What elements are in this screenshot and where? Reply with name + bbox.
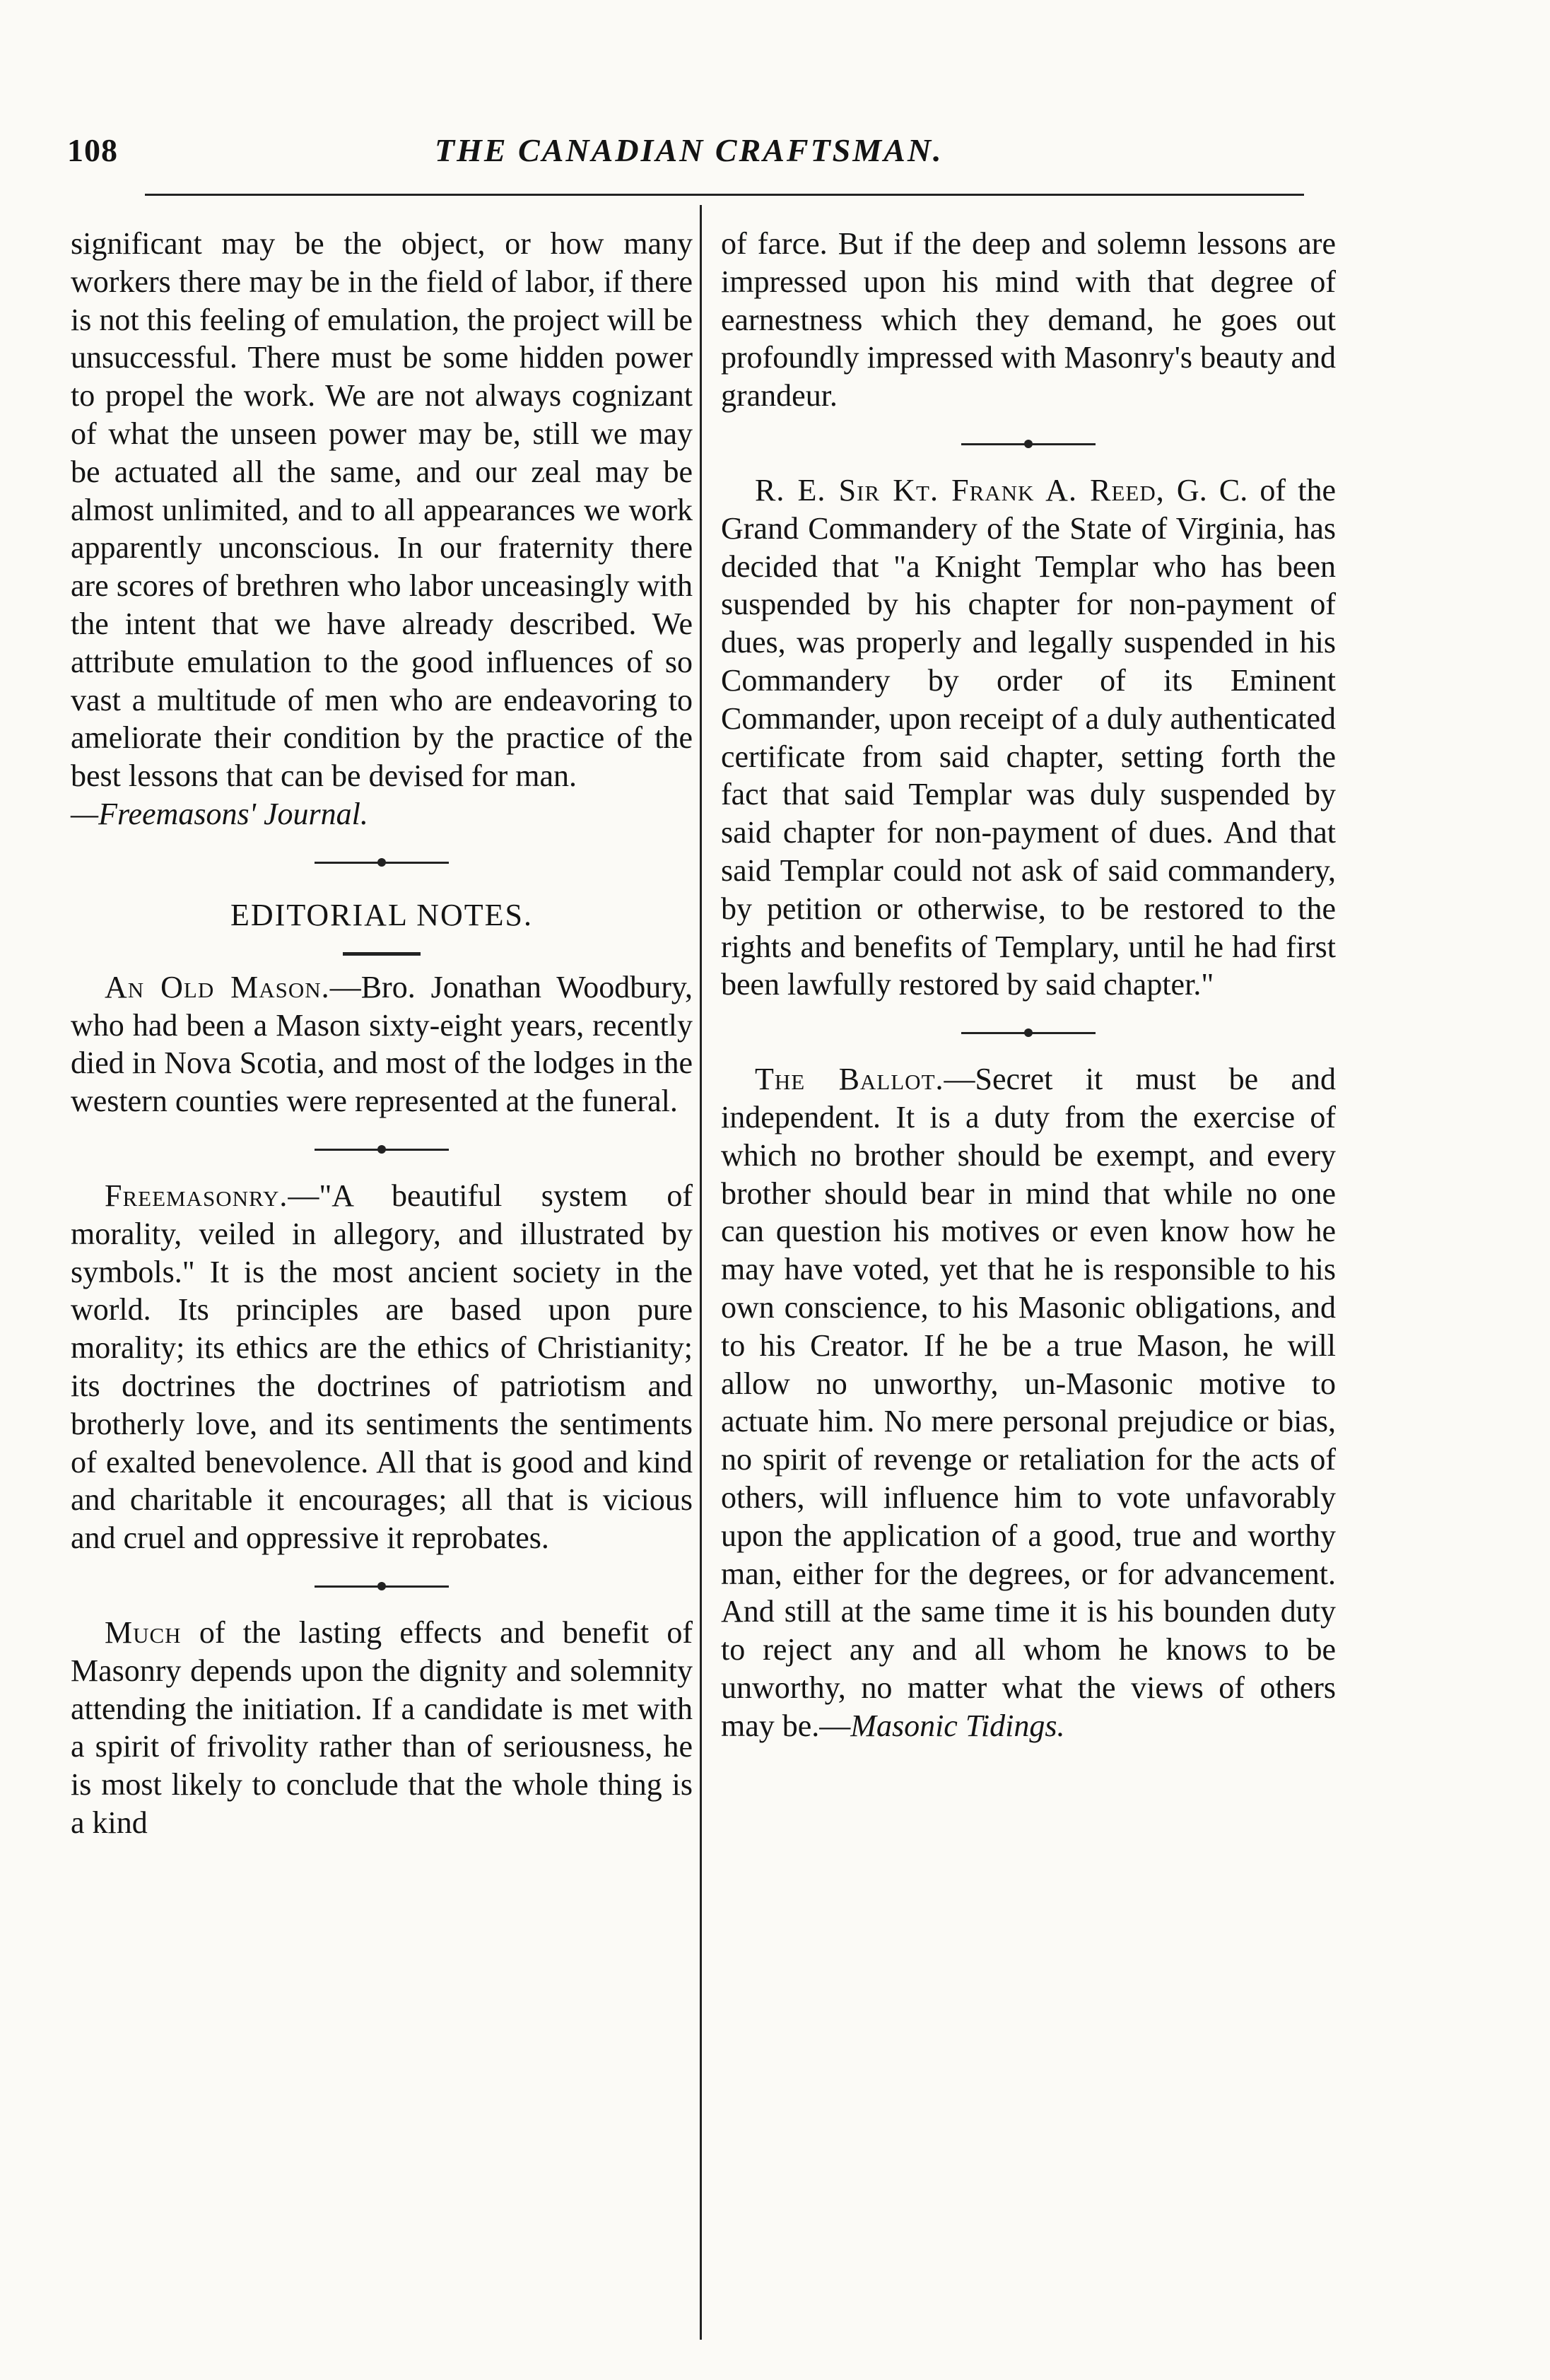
freemasons-journal-attribution: —Freemasons' Journal. [71,796,368,831]
column-rule [700,205,702,2340]
divider-ornament [1024,440,1033,448]
ballot-lead: The Ballot. [755,1062,944,1097]
initiation-continued-text: of farce. But if the deep and solemn lessons are impressed upon his mind with that degree of earnestness which they demand, he goes out profoundly impressed with Masonry's beauty and grandeur. [721,226,1336,414]
freemasonry-text: —"A beautiful system of morality, veiled in allegory, and illustrated by symbols." It is the most ancient society in the world. Its principles are based upon pure morality; its ethics are the ethics of Christianity; its doctrines the doctrines of patriotism and brotherly love, and its sentiments the sentiments of exalted benevolence. All that is good and kind and charitable it encourages; all that is vicious and cruel and oppressive it reprobates. [71,1178,693,1556]
note-divider [721,415,1336,471]
left-column [71,225,693,1842]
continued-article [71,225,693,795]
header-rule [145,194,1304,196]
divider-ornament [377,1145,386,1154]
reed-text: G. C. of the Grand Commandery of the State of Virginia, has decided that "a Knight Templar who has been suspended by his chapter for non-payment of dues, was properly and legally suspended in his Commandery by order of its Eminent Commander, upon receipt of a duly authenticated certificate from said chapter, setting forth the fact that said Templar was duly suspended by said chapter for non-payment of dues. And that said Templar could not ask of said commandery, by petition or otherwise, to be restored to the rights and benefits of Templary, until he had first been lawfully restored by said chapter." [721,472,1336,1002]
section-divider [71,833,693,890]
continued-article-text: significant may be the object, or how many workers there may be in the field of labor, if there is not this feeling of emulation, the project will be unsuccessful. There must be some hidden power to propel the work. We are not always cognizant of what the unseen power may be, still we may be actuated all the same, and our zeal may be almost unlimited, and to all appearances we work apparently unconscious. In our fraternity there are scores of brethren who labor unceasingly with the intent that we have already described. We attribute emulation to the good influences of so vast a multitude of men who are endeavoring to ameliorate their condition by the practice of the best lessons that can be devised for man. [71,226,693,794]
divider-ornament [377,1582,386,1590]
right-column [721,225,1336,1745]
note-divider [71,1120,693,1177]
ballot-text: —Secret it must be and independent. It is a duty from the exercise of which no brother should be exempt, and every brother should bear in mind that while no one can question his motives or even know how he may have voted, yet that he is responsible to his own conscience, to his Masonic obligations, and to his Creator. If he be a true Mason, he will allow no unworthy, un-Masonic motive to actuate him. No mere personal prejudice or bias, no spirit of revenge or retaliation for the acts of others, will influence him to vote unfavorably upon the application of a good, true and worthy man, either for the degrees, or for advancement. And still at the same time it is his bounden duty to reject any and all whom he knows to be unworthy, no matter what the views of others may be.— [721,1062,1336,1743]
reed-lead: R. E. Sir Kt. Frank A. Reed, [755,472,1165,508]
editorial-notes-heading: EDITORIAL NOTES. [230,897,533,932]
initiation-text: of the lasting effects and benefit of Masonry depends upon the dignity and solemnity attending the initiation. If a candidate is met with a spirit of frivolity rather than of seriousness, he is most likely to conclude that the whole thing is a kind [71,1614,693,1840]
divider-ornament [377,858,386,867]
freemasonry-lead: Freemasonry. [105,1178,288,1213]
page-number: 108 [67,132,118,168]
masonic-tidings-attribution: Masonic Tidings. [850,1708,1065,1743]
initiation-continued [721,225,1336,415]
heading-underline [343,952,421,956]
old-mason-note [71,968,693,1120]
running-title: THE CANADIAN CRAFTSMAN. [435,132,944,168]
freemasonry-note [71,1177,693,1557]
initiation-note [71,1614,693,1842]
initiation-lead: Much [105,1614,182,1650]
old-mason-lead: An Old Mason. [105,969,330,1004]
old-mason-text: —Bro. Jonathan Woodbury, who had been a Mason sixty-eight years, recently died in Nova Scotia, and most of the lodges in the western counties were represented at the funeral. [71,969,693,1119]
divider-ornament [1024,1028,1033,1037]
note-divider [721,1004,1336,1060]
reed-decision-note [721,471,1336,1004]
page-header [67,131,1332,174]
article-attribution [71,795,693,833]
note-divider [71,1557,693,1614]
ballot-note [721,1060,1336,1745]
